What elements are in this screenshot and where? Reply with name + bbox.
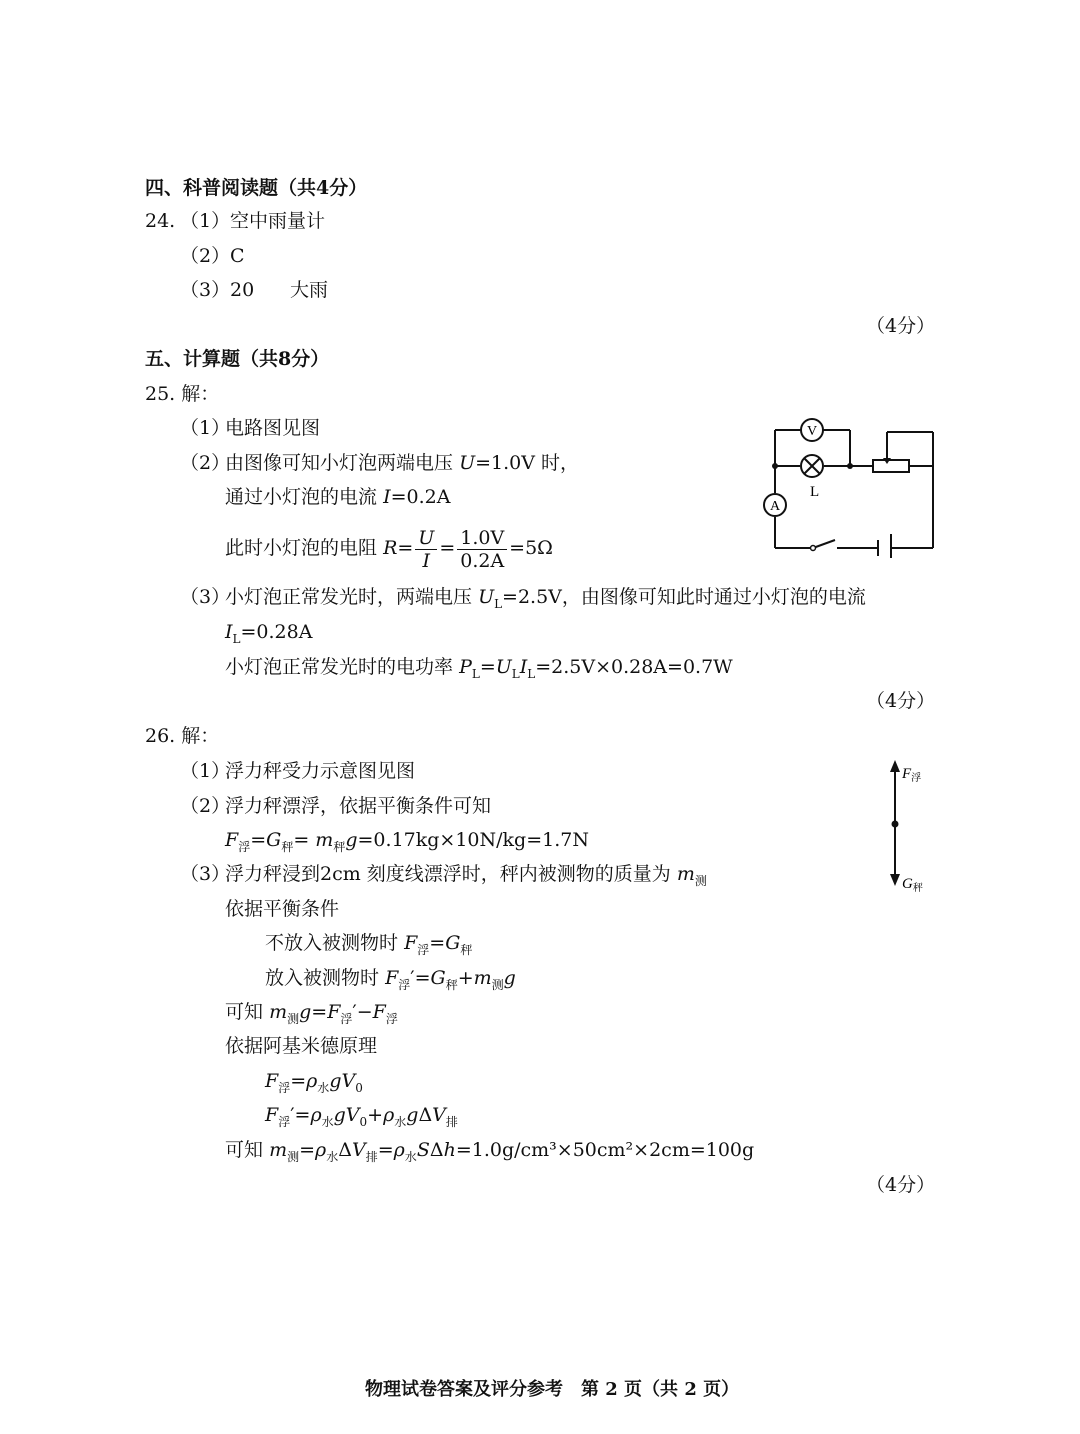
q25-part-2-line1: 由图像可知小灯泡两端电压 U=1.0V 时， bbox=[225, 452, 579, 474]
voltmeter-icon bbox=[801, 419, 823, 441]
q24-answer-2: C bbox=[230, 245, 245, 267]
section4-title: 四、科普阅读题（共4分） bbox=[145, 177, 368, 199]
q26-number: 26. 解： bbox=[145, 725, 220, 747]
q25-part-3-line2: $I_L=0.28A$ bbox=[225, 621, 313, 646]
q24-label-3: （3） bbox=[180, 279, 231, 301]
svg-text:V: V bbox=[806, 424, 818, 439]
arrow-up-icon bbox=[890, 760, 900, 772]
q25-part-2-line2: 通过小灯泡的电流 I=0.2A bbox=[225, 486, 451, 508]
q26-archimedes-eq-1: $F_浮=\rho_水gV_0$ bbox=[265, 1070, 363, 1095]
q26-label-1: （1） bbox=[180, 760, 231, 782]
q26-derive-1: 可知 $m_测g=F_浮'-F_浮$ bbox=[225, 1001, 398, 1026]
section4-score: （4分） bbox=[866, 315, 936, 337]
q24-label-2: （2） bbox=[180, 245, 231, 267]
svg-text:A: A bbox=[769, 499, 781, 514]
lamp-icon bbox=[801, 455, 823, 477]
q25-resistance-equation: 此时小灯泡的电阻 R= $\frac{U}{I}$ = $\frac{1.0V}{0.2A}$ =5Ω bbox=[225, 526, 553, 572]
ammeter-icon bbox=[764, 494, 786, 516]
q25-label-2: （2） bbox=[180, 452, 231, 474]
q24-label-1: （1） bbox=[180, 210, 231, 232]
page-footer: 物理试卷答案及评分参考 第 2 页（共 2 页） bbox=[365, 1379, 740, 1400]
q25-part-1: 电路图见图 bbox=[225, 417, 321, 439]
section5-title: 五、计算题（共8分） bbox=[145, 348, 330, 370]
q26-part-1: 浮力秤受力示意图见图 bbox=[225, 760, 416, 782]
arrow-down-icon bbox=[890, 874, 900, 886]
q26-final-equation: 可知 $m_测=\rho_水\Delta V_排=\rho_水S\Delta h=1.0g/cm^3\times 50cm^2\times 2cm=100g$ bbox=[225, 1139, 755, 1164]
q26-archimedes-heading: 依据阿基米德原理 bbox=[225, 1035, 378, 1057]
q24-answer-3b: 大雨 bbox=[290, 279, 329, 301]
q24-number: 24. bbox=[145, 210, 176, 232]
circuit-diagram bbox=[755, 418, 945, 558]
q26-case-1: 不放入被测物时 $F_浮=G_秤$ bbox=[265, 932, 473, 957]
q25-power-equation: 小灯泡正常发光时的电功率 $P_L=U_LI_L=2.5V\times 0.28A=0.7W$ bbox=[225, 656, 733, 681]
force-gravity-label: G bbox=[902, 876, 913, 892]
q24-answer-1: 空中雨量计 bbox=[230, 210, 326, 232]
lamp-label: L bbox=[810, 484, 820, 500]
q26-score: （4分） bbox=[866, 1174, 936, 1196]
q25-number: 25. 解： bbox=[145, 383, 220, 405]
q26-balance-heading: 依据平衡条件 bbox=[225, 898, 340, 920]
q25-label-1: （1） bbox=[180, 417, 231, 439]
svg-text:F浮: $F_浮$ bbox=[902, 766, 922, 784]
q25-part-3-line1: 小灯泡正常发光时，两端电压 $U_L=2.5V$，由图像可知此时通过小灯泡的电流 bbox=[225, 586, 866, 611]
force-diagram bbox=[880, 758, 950, 898]
q26-label-2: （2） bbox=[180, 795, 231, 817]
q25-label-3: （3） bbox=[180, 586, 231, 608]
force-buoyancy-label: F bbox=[902, 766, 912, 782]
q26-part-2: 浮力秤漂浮，依据平衡条件可知 bbox=[225, 795, 492, 817]
q24-answer-3: 20 bbox=[230, 279, 255, 301]
q26-archimedes-eq-2: $F_浮'=\rho_水gV_0+\rho_水g\Delta V_排$ bbox=[265, 1104, 458, 1129]
q25-score: （4分） bbox=[866, 690, 936, 712]
q26-label-3: （3） bbox=[180, 863, 231, 885]
svg-text:G秤: $G_秤$ bbox=[902, 876, 923, 894]
q26-case-2: 放入被测物时 $F_浮'=G_秤+m_测g$ bbox=[265, 967, 516, 992]
q26-buoyancy-equation: $F_浮=G_秤= m_秤g=0.17kg\times 10N/kg=1.7N$ bbox=[225, 829, 589, 854]
q26-part-3: 浮力秤浸到2cm 刻度线漂浮时，秤内被测物的质量为 $m_测$ bbox=[225, 863, 707, 888]
